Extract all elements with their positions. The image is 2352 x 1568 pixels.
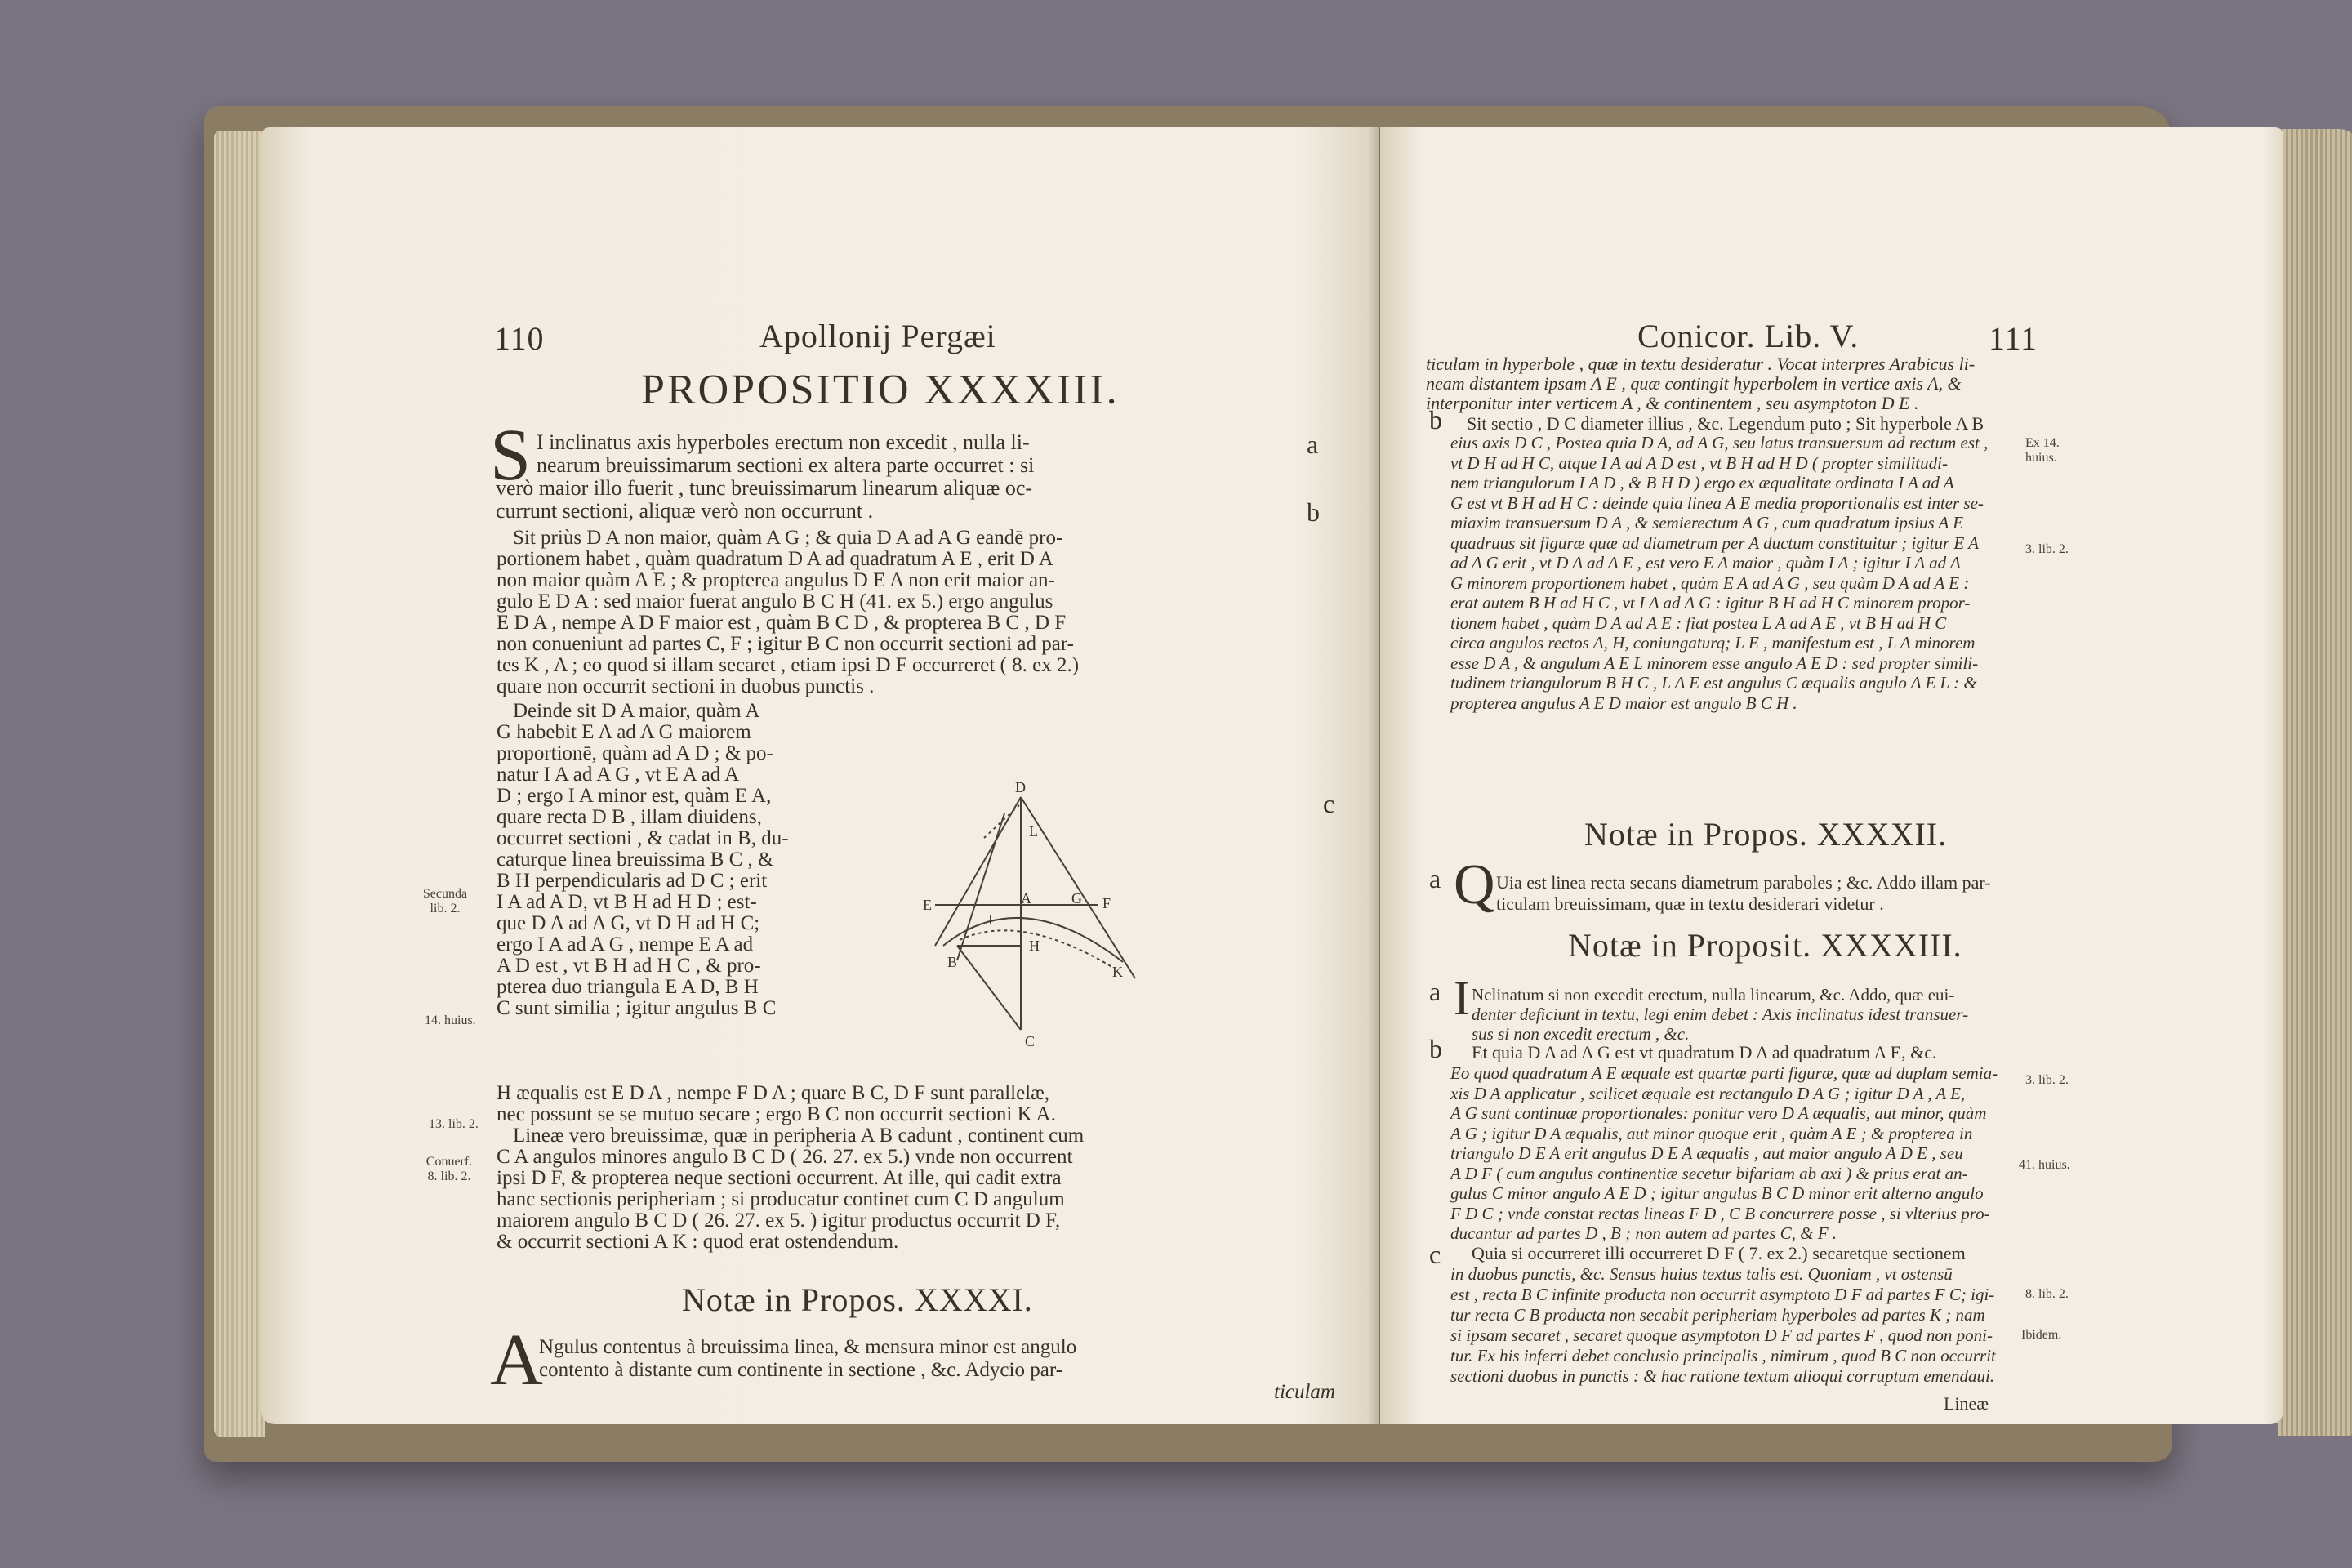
margin-letter-c: c [1429, 1240, 1441, 1269]
notae-title: Notæ in Propos. XXXXI. [682, 1281, 1033, 1318]
notae1-drop-cap: Q [1454, 853, 1495, 916]
notae2-b-body: Eo quod quadratum A E æquale est quartæ parti figuræ, quæ ad duplam semia- xis D A applicatur , scilicet æquale est rectangulo D A G ; igitur D A , A E, A G sunt continuæ proportionales: ponitur vero D A æqualis, aut minor, quàm A G ; igitur D A æqualis, aut minor quoque erit , quàm A E ; & propterea in triangulo D E A erit angulus D E A æqualis , aut maior angulo A D E , seu A D F ( cum angulus continentiæ secetur bifariam ab axi ) & prius erat an- gulus C minor angulo A E D ; igitur angulus B C D minor erit alterno angulo F D C ; vnde constat rectas lineas F D , C B concurrere posse , si vlterius pro- ducantur ad partes D , B ; non autem ad partes C, & F . [1450, 1063, 1998, 1243]
page-number: 111 [1989, 320, 2038, 357]
margin-letter-b: b [1429, 405, 1442, 434]
fig-label-e: E [923, 897, 932, 913]
fig-label-h: H [1029, 938, 1040, 954]
notae2-c-lead: Quia si occurreret illi occurreret D F ( 7. ex 2.) secaretque sectionem [1472, 1243, 1966, 1263]
left-page-edges [214, 131, 265, 1437]
right-page-edges [2278, 129, 2352, 1436]
margin-note-1: Ex 14. huius. [2025, 436, 2060, 465]
fig-label-d: D [1015, 779, 1026, 795]
page-number: 110 [494, 320, 545, 357]
paragraph-2-wide: H æqualis est E D A , nempe F D A ; quare B C, D F sunt parallelæ, nec possunt se se mutuo secare ; ergo B C non occurrit sectioni K A. Lineæ vero breuissimæ, quæ in peripheria A B cadunt , continent cum C A angulos minores angulo B C D ( 26. 27. ex 5.) vnde non occurrent ipsi D F, & propterea neque sectioni occurrent. At ille, qui cadit extra hanc sectionis peripheriam ; si producatur continet cum C D angulum maiorem angulo B C D ( 26. 27. ex 5. ) igitur productus occurrit D F, & occurrit sectioni A K : quod erat ostendendum. [497, 1082, 1085, 1253]
fig-label-g: G [1071, 890, 1082, 906]
left-page [261, 127, 1379, 1424]
margin-letter-b2: b [1429, 1034, 1442, 1063]
right-page [1380, 127, 2283, 1424]
notae-text: Ngulus contentus à breuissima linea, & mensura minor est angulo contento à distante cum continente in sectione , &c. Adycio par- [539, 1336, 1077, 1381]
notae1-text: Uia est linea recta secans diametrum paraboles ; &c. Addo illam par- ticulam breuissimam, quæ in textu desiderari videtur . [1496, 872, 1991, 914]
notae2-drop-cap: I [1454, 971, 1470, 1025]
catchword: Lineæ [1944, 1393, 1989, 1414]
notae-drop-cap: A [490, 1320, 543, 1401]
drop-cap: S [490, 415, 532, 496]
paragraph-1: Sit priùs D A non maior, quàm A G ; & quia D A ad A G eandē pro- portionem habet , quàm quadratum D A ad quadratum A E , erit D A non maior quàm A E ; & propterea angulus D E A non erit maior an- gulo E D A : sed maior fuerat angulo B C H (41. ex 5.) ergo angulus E D A , nempe A D F maior est , quàm B C D , & propterea B C , D F non conueniunt ad partes C, F ; igitur B C non occurrit sectioni ad par- tes K , A ; eo quod si illam secaret , etiam ipsi D F occurreret ( 8. ex 2.) quare non occurrit sectioni in duobus punctis . [497, 527, 1080, 697]
margin-note-3: 3. lib. 2. [2025, 1073, 2069, 1087]
running-head: Apollonij Pergæi [760, 318, 996, 354]
margin-note-1: Secunda lib. 2. [422, 887, 468, 915]
margin-note-4: 41. huius. [2019, 1158, 2070, 1172]
fig-label-c: C [1025, 1033, 1036, 1049]
margin-note-6: Ibidem. [2021, 1328, 2062, 1342]
note-b-lead: Sit sectio , D C diameter illius , &c. Legendum puto ; Sit hyperbole A B [1467, 413, 1984, 434]
fig-label-f: F [1102, 895, 1111, 911]
paragraph-2-narrow: Deinde sit D A maior, quàm A G habebit E A ad A G maiorem proportionē, quàm ad A D ; & po- natur I A ad A G , vt E A ad A D ; ergo I A minor est, quàm E A, quare recta D B , illam diuidens, occurret sectioni , & cadat in B, du- caturque linea breuissima B C , & B H perpendicularis ad D C ; erit I A ad A D, vt B H ad H D ; est- que D A ad A G, vt D H ad H C; ergo I A ad A G , nempe E A ad A D est , vt B H ad H C , & pro- pterea duo triangula E A D, B H C sunt similia ; igitur angulus B C [497, 700, 789, 1019]
fig-label-i: I [988, 911, 993, 928]
fig-label-a: A [1021, 890, 1031, 906]
margin-note-5: 8. lib. 2. [2025, 1287, 2069, 1301]
margin-letter-c: c [1323, 789, 1335, 818]
fig-label-b: B [947, 954, 958, 970]
margin-letter-b: b [1307, 497, 1320, 527]
margin-note-2: 3. lib. 2. [2025, 542, 2069, 556]
hyperbola-figure [898, 773, 1176, 1050]
margin-note-3: 13. lib. 2. [429, 1117, 479, 1131]
notae2-b-lead: Et quia D A ad A G est vt quadratum D A ad quadratum A E, &c. [1472, 1042, 1937, 1062]
running-head: Conicor. Lib. V. [1637, 318, 1860, 354]
open-book [204, 106, 2172, 1462]
margin-note-4: Conuerf. 8. lib. 2. [425, 1155, 473, 1183]
margin-letter-a: a [1429, 864, 1441, 893]
margin-note-2: 14. huius. [425, 1013, 476, 1027]
fig-label-k: K [1112, 964, 1123, 980]
notae2-a-text: Nclinatum si non excedit erectum, nulla linearum, &c. Addo, quæ eui- denter deficiunt in textu, legi enim debet : Axis inclinatus idest transuer- sus si non excedit erectum , &c. [1472, 985, 1969, 1044]
notae-title-43: Notæ in Proposit. XXXXIII. [1568, 927, 1962, 964]
note-b-body: eius axis D C , Postea quia D A, ad A G, seu latus transuersum ad rectum est , vt D H ad H C, atque I A ad A D est , vt B H ad H D ( propter similitudi- nem triangulorum I A D , & B H D ) ergo ex æqualitate ordinata I A ad A G est vt B H ad H C : deinde quia linea A E media proportionalis est inter se- miaxim transuersum D A , & semierectum A G , cum quadratum ipsius A E quadruus sit figuræ quæ ad diametrum per A ductum constituitur ; igitur E A ad A G erit , vt D A ad A E , est vero E A maior , quàm I A ; igitur I A ad A G minorem proportionem habet , quàm E A ad A G , seu quàm D A ad A E : erat autem B H ad H C , vt I A ad A G : igitur B H ad H C minorem propor- tionem habet , quàm D A ad A E : fiat postea L A ad A E , vt B H ad H C circa angulos rectos A, H, coniungaturq; L E , manifestum est , L A minorem esse D A , & angulum A E L minorem esse angulo A E D : sed propter simili- tudinem triangulorum B H C , L A E est angulus C æqualis angulo A E L : & propterea angulus A E D maior est angulo B C H . [1450, 433, 1989, 713]
proposition-title: PROPOSITIO XXXXIII. [641, 367, 1120, 413]
notae2-c-body: in duobus punctis, &c. Sensus huius textus talis est. Quoniam , vt ostensū est , recta B C infinite producta non occurrit asymptoto D F ad partes F C; igi- tur recta C B producta non secabit peripheriam hyperboles ad partes K ; nam si ipsam secaret , secaret quoque asymptoton D F ad partes F , quod non poni- tur. Ex his inferri debet conclusio principalis , nimirum , quod B C non occurrit sectioni duobus in punctis : & hac ratione textum alioqui corruptum emendaui. [1450, 1264, 1996, 1386]
fig-label-l: L [1029, 823, 1038, 840]
margin-letter-a2: a [1429, 977, 1441, 1006]
margin-letter-a: a [1307, 430, 1319, 459]
catchword: ticulam [1274, 1381, 1335, 1403]
notae-title-42: Notæ in Propos. XXXXII. [1584, 816, 1948, 853]
enunciation: I inclinatus axis hyperboles erectum non excedit , nulla li- nearum breuissimarum sectioni ex altera parte occurret : si verò maior illo fuerit , tunc breuissimarum linearum aliquæ oc- currunt sectioni, aliquæ verò non occurrunt . [496, 430, 1035, 523]
continued-note: ticulam in hyperbole , quæ in textu desideratur . Vocat interpres Arabicus li- neam distantem ipsam A E , quæ contingit hyperbolem in vertice axis A, & interponitur inter verticem A , & continentem , seu asymptoton D E . [1426, 354, 1976, 413]
